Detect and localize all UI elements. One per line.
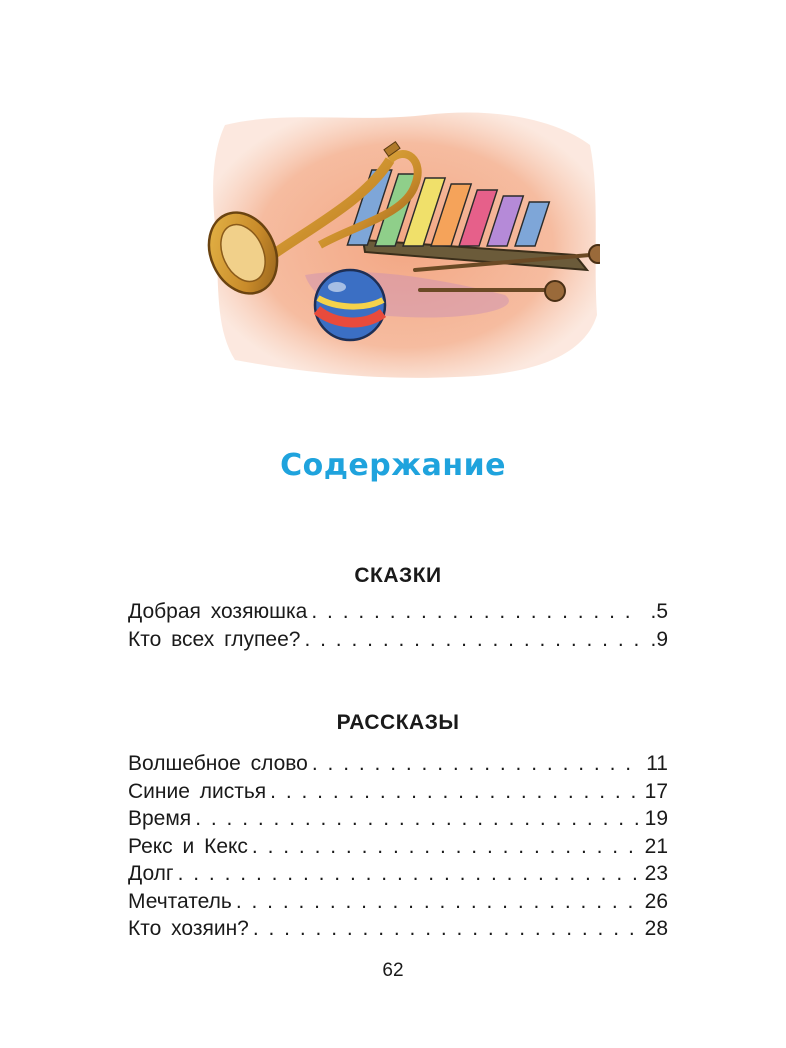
toc-entry-title: Синие листья	[128, 779, 267, 803]
dot-leader	[311, 598, 640, 626]
toc-entry-page: .5	[650, 600, 668, 623]
toc-entry[interactable]	[128, 833, 668, 861]
toc-entry[interactable]	[128, 598, 668, 626]
toc-entry-title: Долг	[128, 862, 174, 885]
toc-entry-page: 11	[646, 752, 668, 775]
toc-entry-title: Кто всех глупее?	[128, 627, 301, 651]
contents-title: Содержание	[280, 448, 506, 483]
toc-entry[interactable]	[128, 860, 668, 888]
toc-entry[interactable]	[128, 915, 668, 943]
toc-entry-page: 26	[644, 889, 668, 913]
toc-entry-title: Время	[128, 807, 192, 830]
toc-entry-page: 23	[644, 862, 668, 885]
dot-leader	[304, 626, 640, 654]
toc-entry-title: Рекс и Кекс	[128, 834, 248, 858]
toc-entry-page: 19	[644, 807, 668, 830]
toc-entry-title: Мечтатель	[128, 889, 232, 913]
dot-leader	[270, 778, 638, 806]
toc-entry-page: 17	[644, 779, 668, 803]
stories-list	[128, 750, 668, 943]
dot-leader	[178, 860, 639, 888]
dot-leader	[312, 750, 640, 778]
toc-entry-page: .9	[650, 627, 668, 651]
toc-entry-title: Кто хозяин?	[128, 917, 249, 940]
toys-illustration	[205, 105, 600, 390]
toc-entry-page: 28	[644, 917, 668, 940]
toc-entry-title: Добрая хозяюшка	[128, 600, 308, 623]
toc-entry-page: 21	[644, 834, 668, 858]
page-number: 62	[382, 960, 404, 981]
toc-entry[interactable]	[128, 626, 668, 654]
toc-entry[interactable]	[128, 888, 668, 916]
fairy-tales-list	[128, 598, 668, 653]
ball	[315, 270, 385, 340]
toc-entry[interactable]	[128, 778, 668, 806]
toc-entry-title: Волшебное слово	[128, 752, 308, 775]
illustration-drawing	[205, 105, 600, 390]
toc-entry[interactable]	[128, 805, 668, 833]
dot-leader	[236, 888, 639, 916]
section-heading-fairy-tales: СКАЗКИ	[354, 564, 442, 587]
section-heading-stories: РАССКАЗЫ	[336, 711, 460, 734]
dot-leader	[252, 833, 639, 861]
dot-leader	[253, 915, 639, 943]
toc-entry[interactable]	[128, 750, 668, 778]
dot-leader	[195, 805, 638, 833]
